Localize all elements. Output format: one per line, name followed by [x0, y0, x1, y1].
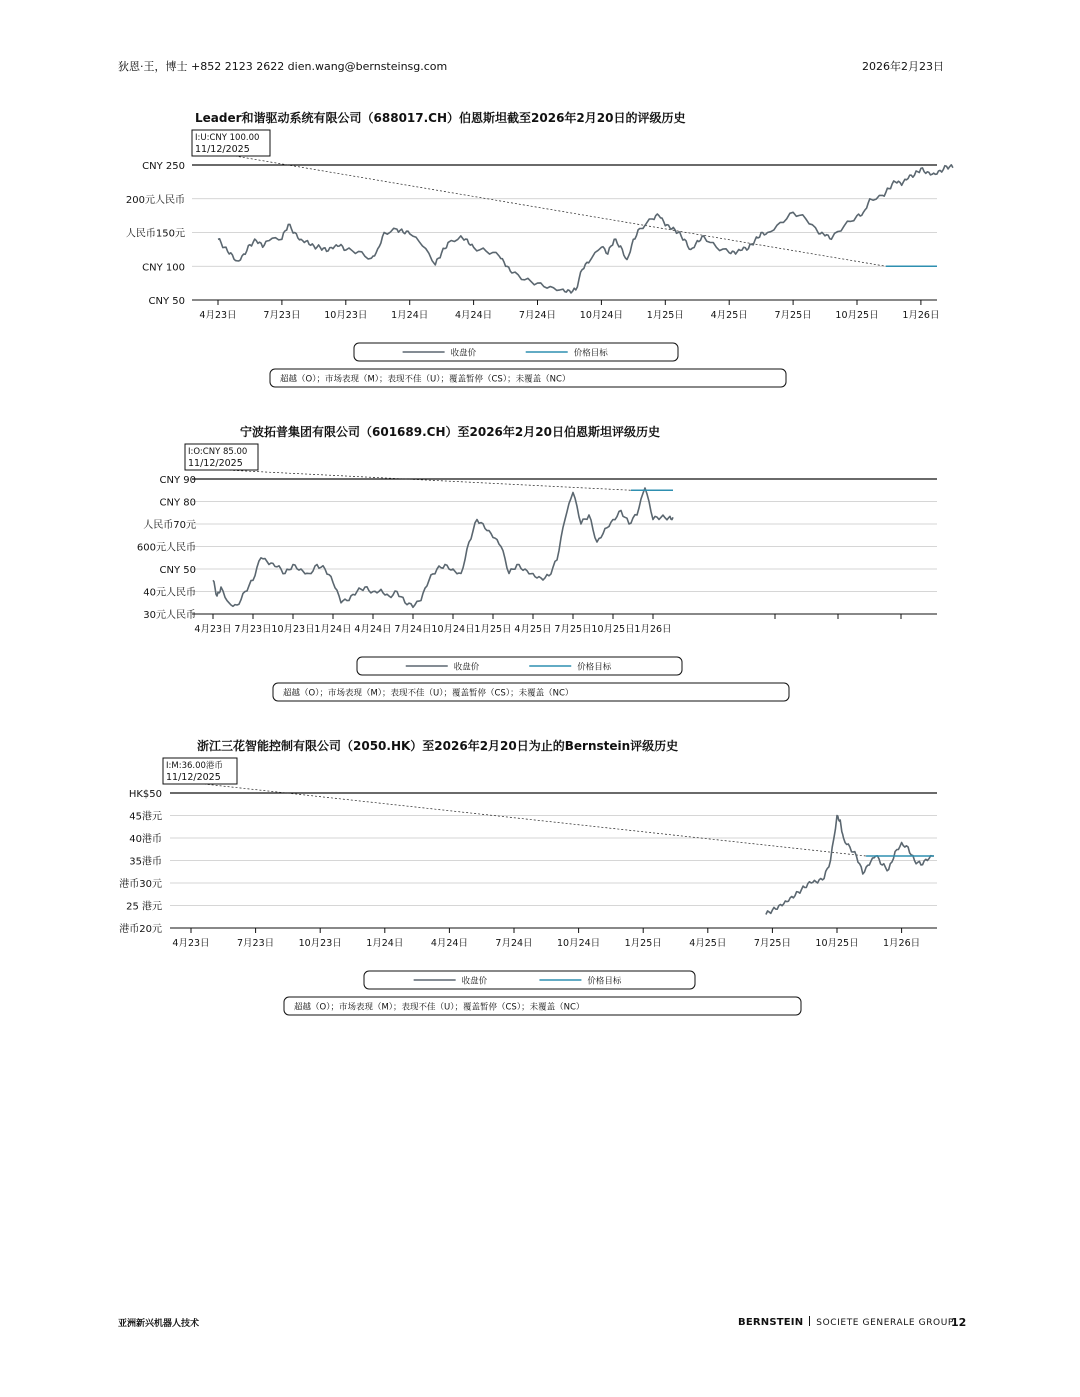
chart-legend	[354, 343, 678, 361]
annotation-date: 11/12/2025	[188, 458, 243, 469]
legend-label-target: 价格目标	[587, 976, 622, 987]
y-tick-label: 600元人民币	[136, 542, 196, 554]
chart-sanhua	[0, 736, 1080, 1016]
x-tick-label: 10月24日	[579, 310, 623, 321]
chart-legend	[364, 971, 695, 989]
legend-label-close: 收盘价	[450, 348, 477, 359]
x-tick-label: 1月25日	[624, 938, 662, 949]
ratings-key-text: 超越（O）；市场表现（M）；表现不佳（U）；覆盖暂停（CS）；未覆盖（NC）	[294, 1002, 585, 1013]
legend-label-target: 价格目标	[573, 348, 608, 359]
x-tick-label: 10月24日	[431, 624, 475, 635]
header-author: 狄恩·王，博士 +852 2123 2622 dien.wang@bernsteinsg.com	[118, 60, 448, 73]
x-tick-label: 10月23日	[324, 310, 368, 321]
x-tick-label: 4月23日	[199, 310, 237, 321]
legend-label-target: 价格目标	[577, 662, 612, 673]
x-tick-label: 4月25日	[689, 938, 727, 949]
x-tick-label: 4月24日	[430, 938, 468, 949]
rating-connector	[204, 784, 866, 856]
page-number: 12	[951, 1316, 967, 1329]
x-tick-label: 1月24日	[391, 310, 429, 321]
ratings-key	[270, 369, 786, 387]
y-tick-label: CNY 50	[159, 565, 196, 576]
rating-annotation	[163, 758, 237, 784]
annotation-rating: I:U:CNY 100.00	[195, 133, 260, 143]
y-tick-label: 200元人民币	[125, 194, 185, 206]
series-close-price-line	[766, 816, 934, 915]
rating-connector	[225, 470, 631, 490]
rating-annotation	[192, 130, 270, 156]
y-tick-label: CNY 50	[148, 296, 185, 307]
header-date: 2026年2月23日	[862, 60, 944, 73]
y-tick-label: 40元人民币	[143, 587, 196, 599]
x-tick-label: 7月25日	[753, 938, 791, 949]
annotation-date: 11/12/2025	[195, 144, 250, 155]
ratings-key	[284, 997, 801, 1015]
rating-connector	[235, 156, 886, 266]
ratings-key	[273, 683, 789, 701]
x-tick-label: 10月25日	[815, 938, 859, 949]
rating-annotation	[185, 444, 258, 470]
x-tick-label: 10月25日	[835, 310, 879, 321]
x-tick-label: 7月25日	[774, 310, 812, 321]
x-tick-label: 10月25日	[591, 624, 635, 635]
x-tick-label: 7月23日	[263, 310, 301, 321]
x-tick-label: 1月25日	[646, 310, 684, 321]
y-tick-label: HK$50	[128, 789, 162, 800]
x-tick-label: 7月24日	[518, 310, 557, 321]
x-tick-label: 1月26日	[634, 624, 672, 635]
annotation-rating: I:O:CNY 85.00	[188, 447, 248, 457]
series-close-price-line	[218, 165, 953, 293]
y-tick-label: 40港币	[129, 834, 162, 845]
y-tick-label: 港币30元	[119, 879, 162, 890]
x-tick-label: 7月24日	[495, 938, 533, 949]
x-tick-label: 1月26日	[902, 310, 940, 321]
legend-label-close: 收盘价	[453, 662, 480, 673]
x-tick-label: 1月24日	[366, 938, 404, 949]
y-tick-label: CNY 100	[142, 262, 185, 274]
x-tick-label: 7月25日	[554, 624, 592, 635]
ratings-key-text: 超越（O）；市场表现（M）；表现不佳（U）；覆盖暂停（CS）；未覆盖（NC）	[283, 688, 574, 699]
x-tick-label: 4月23日	[194, 624, 232, 635]
y-tick-label: CNY 80	[159, 497, 196, 509]
y-tick-label: 25 港元	[126, 901, 162, 913]
annotation-rating: I:M:36.00港币	[166, 761, 223, 771]
x-tick-label: 1月26日	[883, 938, 921, 949]
x-tick-label: 4月25日	[514, 624, 552, 635]
footer-brand	[738, 1316, 954, 1328]
x-tick-label: 10月23日	[298, 938, 342, 949]
y-tick-label: 35港币	[129, 856, 162, 868]
y-tick-label: 人民币150元	[125, 228, 185, 240]
y-tick-label: 人民币70元	[143, 520, 196, 531]
legend-label-close: 收盘价	[461, 976, 488, 987]
y-tick-label: CNY 250	[142, 161, 185, 172]
x-tick-label: 4月23日	[172, 938, 210, 949]
brand-logo: BERNSTEIN	[738, 1317, 804, 1328]
x-tick-label: 10月24日	[557, 938, 601, 949]
chart-title: 宁波拓普集团有限公司（601689.CH）至2026年2月20日伯恩斯坦评级历史	[240, 425, 660, 439]
y-tick-label: CNY 90	[159, 475, 196, 486]
x-tick-label: 4月24日	[455, 310, 493, 321]
x-tick-label: 4月24日	[354, 624, 392, 635]
chart-title: Leader和谐驱动系统有限公司（688017.CH）伯恩斯坦截至2026年2月20日的评级历史	[195, 111, 686, 125]
x-tick-label: 7月24日	[394, 624, 432, 635]
ratings-key-text: 超越（O）；市场表现（M）；表现不佳（U）；覆盖暂停（CS）；未覆盖（NC）	[280, 374, 571, 385]
chart-legend	[357, 657, 682, 675]
x-tick-label: 1月24日	[314, 624, 352, 635]
footer-series: 亚洲新兴机器人技术	[118, 1319, 200, 1329]
annotation-date: 11/12/2025	[166, 772, 221, 783]
y-tick-label: 45港元	[129, 811, 162, 823]
y-tick-label: 30元人民币	[143, 610, 196, 621]
x-tick-label: 7月23日	[234, 624, 272, 635]
brand-group: SOCIETE GENERALE GROUP	[816, 1318, 954, 1328]
x-tick-label: 1月25日	[474, 624, 512, 635]
series-close-price-line	[213, 488, 673, 607]
chart-leaderdrive	[0, 108, 1080, 388]
x-tick-label: 4月25日	[710, 310, 748, 321]
x-tick-label: 10月23日	[271, 624, 315, 635]
chart-title: 浙江三花智能控制有限公司（2050.HK）至2026年2月20日为止的Bernstein评级历史	[197, 739, 679, 753]
y-tick-label: 港币20元	[119, 924, 162, 935]
chart-tuopu	[0, 422, 1080, 702]
x-tick-label: 7月23日	[237, 938, 275, 949]
